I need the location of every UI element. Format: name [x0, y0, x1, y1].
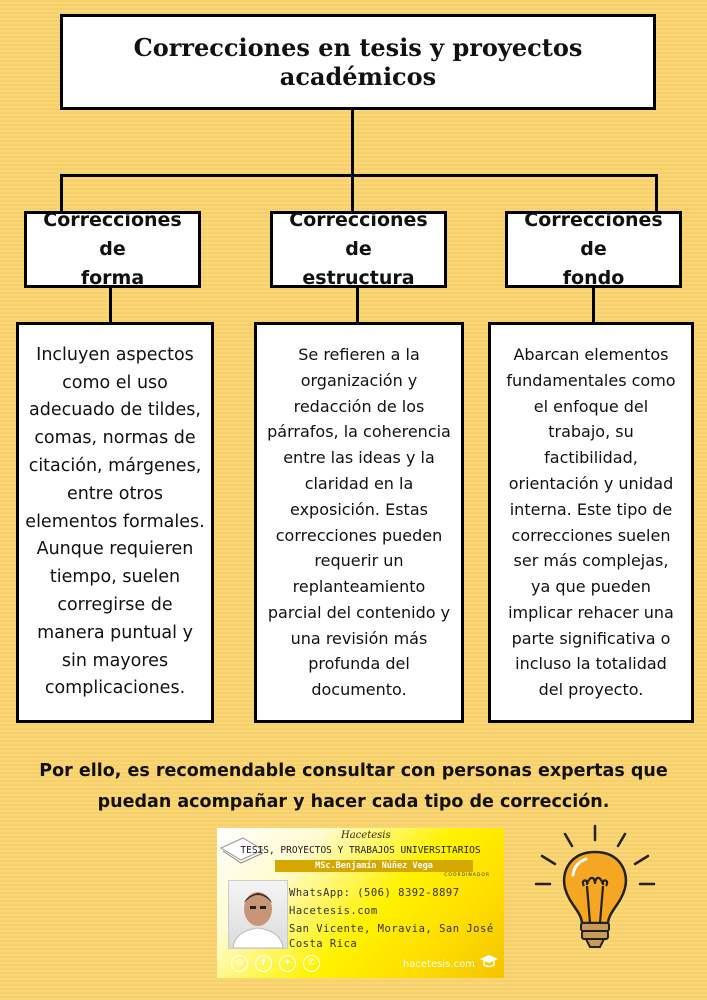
desc-fondo-line: ya que pueden	[531, 577, 651, 597]
desc-estructura-line: párrafos, la coherencia	[267, 422, 451, 442]
desc-fondo-line: del proyecto.	[538, 680, 644, 700]
twitter-icon[interactable]: ✦	[279, 955, 296, 972]
conclusion-text	[20, 756, 687, 818]
desc-forma-line: Incluyen aspectos	[36, 344, 194, 365]
desc-forma-line: como el uso	[62, 372, 168, 393]
category-forma-line2: forma	[80, 267, 145, 289]
desc-forma-line: manera puntual y	[37, 622, 193, 643]
desc-estructura-line: correcciones pueden	[275, 525, 443, 545]
category-fondo-line1: Correcciones de	[524, 209, 663, 260]
desc-estructura-line: exposición. Estas	[290, 499, 428, 519]
desc-forma-line: corregirse de	[57, 594, 173, 615]
category-fondo-line2: fondo	[562, 267, 625, 289]
card-website: Hacetesis.com	[289, 905, 378, 917]
desc-fondo-line: parte significativa o	[511, 628, 671, 648]
whatsapp-icon[interactable]: ✆	[303, 955, 320, 972]
category-fondo	[505, 211, 682, 288]
desc-estructura-line: documento.	[311, 680, 407, 700]
desc-fondo-line: correcciones suelen	[511, 525, 671, 545]
instagram-icon[interactable]: ◎	[231, 955, 248, 972]
card-address-line2: Costa Rica	[289, 938, 358, 950]
desc-forma-line: elementos formales.	[25, 511, 205, 532]
desc-fondo-line: fundamentales como	[506, 370, 676, 390]
card-footer-site: hacetesis.com	[403, 959, 475, 970]
social-icons	[231, 955, 320, 972]
card-logo: Hacetesis	[341, 830, 391, 841]
desc-estructura-line: una revisión más	[290, 628, 428, 648]
category-forma	[24, 211, 201, 288]
business-card	[217, 828, 504, 978]
desc-estructura-line: entre las ideas y la	[283, 448, 435, 468]
desc-fondo-line: implicar rehacer una	[508, 602, 674, 622]
connector-horizontal	[60, 174, 658, 177]
diagram-title: Correcciones en tesis y proyectos académicos	[133, 33, 583, 91]
connector-trunk	[351, 110, 354, 176]
desc-estructura-line: replanteamiento	[292, 577, 426, 597]
desc-estructura-line: redacción de los	[293, 396, 425, 416]
desc-forma-line: citación, márgenes,	[28, 456, 202, 476]
desc-estructura-line: claridad en la	[304, 473, 414, 493]
desc-forma-line: Aunque requieren	[36, 539, 194, 560]
card-whatsapp: WhatsApp: (506) 8392-8897	[289, 887, 460, 899]
category-estructura-line2: estructura	[302, 267, 415, 289]
desc-estructura-line: Se refieren a la	[298, 344, 420, 364]
conclusion-line-1: Por ello, es recomendable consultar con personas expertas que	[39, 761, 668, 781]
desc-forma-line: tiempo, suelen	[49, 567, 181, 588]
desc-fondo-line: Abarcan elementos	[513, 344, 669, 364]
desc-fondo-line: el enfoque del	[533, 396, 649, 416]
category-estructura	[270, 211, 447, 288]
desc-forma-line: entre otros	[66, 483, 164, 504]
desc-forma-line: adecuado de tildes,	[28, 400, 201, 421]
card-role: COORDINADOR	[444, 873, 490, 878]
conclusion-line-2: puedan acompañar y hacer cada tipo de corrección.	[97, 792, 610, 812]
desc-fondo-line: factibilidad,	[544, 448, 638, 468]
title-box	[60, 14, 656, 110]
desc-fondo-line: trabajo, su	[548, 422, 634, 442]
desc-estructura-line: parcial del contenido y	[267, 602, 451, 622]
lightbulb-icon	[528, 820, 663, 960]
desc-forma-line: comas, normas de	[34, 428, 196, 449]
desc-forma-line: sin mayores	[61, 650, 169, 671]
desc-fondo-line: incluso la totalidad	[515, 654, 667, 674]
card-headline: TESIS, PROYECTOS Y TRABAJOS UNIVERSITARIOS	[240, 845, 481, 856]
desc-estructura-line: profunda del	[308, 654, 410, 674]
graduation-cap-icon	[479, 953, 499, 969]
desc-forma-line: complicaciones.	[44, 678, 186, 699]
avatar	[228, 880, 288, 949]
desc-estructura-line: requerir un	[314, 551, 404, 571]
desc-fondo-line: orientación y unidad	[508, 473, 674, 493]
card-name: MSc.Benjamín Núñez Vega	[275, 860, 473, 872]
description-fondo	[488, 322, 694, 723]
description-forma	[16, 322, 214, 723]
category-estructura-line1: Correcciones de	[289, 209, 428, 260]
description-estructura	[254, 322, 464, 723]
card-address-line1: San Vicente, Moravia, San José	[289, 923, 494, 935]
category-forma-line1: Correcciones de	[43, 209, 182, 260]
desc-fondo-line: ser más complejas,	[513, 551, 669, 571]
desc-estructura-line: organización y	[300, 370, 418, 390]
facebook-icon[interactable]: f	[255, 955, 272, 972]
desc-fondo-line: interna. Este tipo de	[509, 499, 673, 519]
